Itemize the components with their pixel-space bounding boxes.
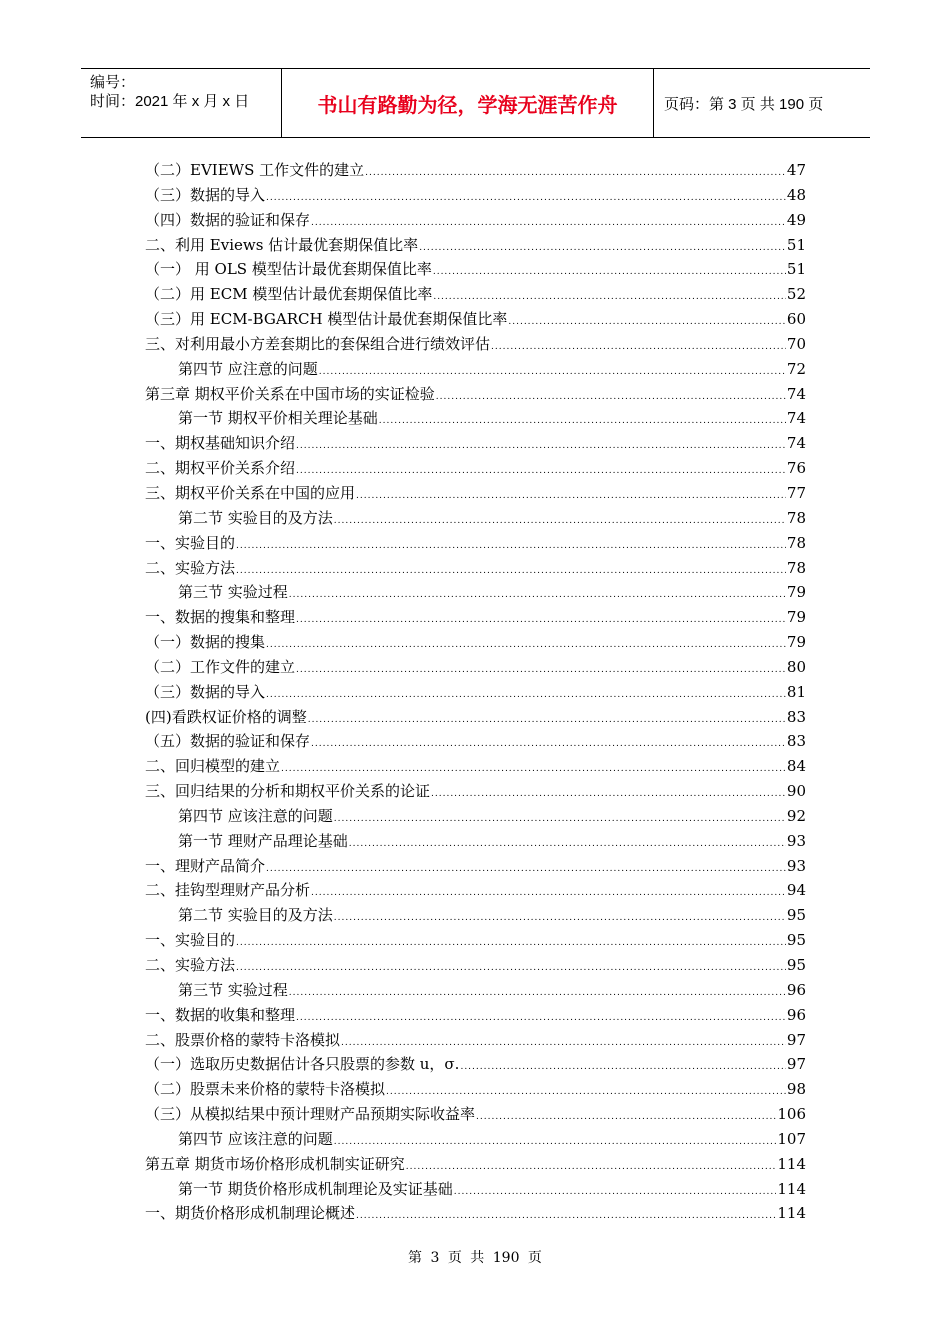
toc-leader-dots [379,409,786,434]
toc-entry-title: 第四节 应该注意的问题 [178,806,333,825]
toc-entry-title: （四）数据的验证和保存 [145,210,311,229]
toc-entry-page: 83 [786,707,806,726]
toc-entry[interactable] [145,158,806,183]
toc-entry-page: 70 [786,334,806,353]
toc-leader-dots [406,1155,777,1180]
toc-leader-dots [236,559,786,584]
toc-entry-title: 第三节 实验过程 [178,980,288,999]
toc-leader-dots [508,310,786,335]
toc-entry-title: （三）数据的导入 [145,185,266,204]
toc-leader-dots [266,186,786,211]
toc-entry-title: 二、实验方法 [145,956,236,974]
toc-entry-title: 一、理财产品简介 [145,856,266,875]
toc-entry[interactable] [145,754,806,779]
toc-entry[interactable] [145,655,806,680]
toc-entry[interactable] [145,406,806,431]
toc-leader-dots [266,857,786,882]
toc-leader-dots [419,236,786,261]
toc-leader-dots [266,683,786,708]
toc-entry[interactable] [145,928,806,953]
toc-entry-title: 第一节 理财产品理论基础 [178,831,348,850]
toc-entry-title: （五）数据的验证和保存 [145,732,311,751]
toc-entry-page: 92 [786,806,806,825]
toc-leader-dots [266,633,786,658]
toc-entry-title: （二）股票未来价格的蒙特卡洛模拟 [145,1080,386,1099]
toc-entry[interactable] [145,382,806,407]
toc-leader-dots [296,459,786,484]
toc-entry-title: （一） 用 OLS 模型估计最优套期保值比率 [145,260,432,279]
toc-entry-title: 二、股票价格的蒙特卡洛模拟 [145,1030,341,1049]
toc-entry-title: （二）工作文件的建立 [145,657,296,676]
toc-entry[interactable] [145,556,806,581]
code-label: 编号： [90,74,136,91]
toc-entry-title: 一、数据的收集和整理 [145,1005,296,1024]
toc-entry[interactable] [145,332,806,357]
toc-entry-page: 93 [786,831,806,850]
toc-entry[interactable] [145,531,806,556]
toc-entry[interactable] [145,233,806,258]
toc-entry-title: （二）用 ECM 模型估计最优套期保值比率 [145,285,433,304]
toc-entry-page: 74 [786,409,806,428]
toc-entry-page: 97 [786,1055,806,1074]
toc-entry-title: 一、期权基础知识介绍 [145,434,296,453]
toc-entry-page: 79 [786,633,806,652]
toc-leader-dots [308,708,786,733]
toc-entry[interactable] [145,357,806,382]
toc-entry[interactable] [145,1028,806,1053]
table-of-contents [145,158,806,1226]
toc-entry-title: 三、回归结果的分析和期权平价关系的论证 [145,782,431,801]
toc-leader-dots [349,832,786,857]
toc-entry-page: 84 [786,757,806,776]
toc-leader-dots [236,931,786,956]
toc-entry-page: 95 [786,906,806,925]
toc-entry[interactable] [145,779,806,804]
toc-entry[interactable] [145,307,806,332]
toc-leader-dots [236,956,786,981]
toc-leader-dots [289,981,786,1006]
toc-entry-page: 95 [786,931,806,950]
header-motto: 书山有路勤为径，学海无涯苦作舟 [282,69,654,137]
toc-entry-page: 60 [786,310,806,329]
page-header [81,68,870,138]
toc-entry[interactable] [145,729,806,754]
toc-entry-page: 98 [786,1080,806,1099]
toc-leader-dots [460,1055,785,1080]
toc-entry[interactable] [145,282,806,307]
toc-entry[interactable] [145,630,806,655]
toc-entry-page: 93 [786,856,806,875]
header-meta [81,69,282,137]
toc-entry-page: 74 [786,384,806,403]
toc-entry-page: 76 [786,459,806,478]
toc-entry-page: 79 [786,608,806,627]
toc-entry-page: 94 [786,881,806,900]
toc-entry-title: 第一节 期货价格形成机制理论及实证基础 [178,1179,453,1198]
toc-entry[interactable] [145,1177,806,1202]
header-page-info: 页码：第 3 页 共 190 页 [664,95,824,113]
toc-entry-title: 第四节 应注意的问题 [178,359,318,378]
toc-entry-title: 一、数据的搜集和整理 [145,608,296,627]
toc-entry[interactable] [145,680,806,705]
toc-entry-title: 第二节 实验目的及方法 [178,508,333,527]
toc-entry[interactable] [145,506,806,531]
toc-entry-title: 第二节 实验目的及方法 [178,906,333,925]
toc-entry-title: （一）选取历史数据估计各只股票的参数 u，σ. [145,1055,460,1074]
toc-entry-title: （三）用 ECM-BGARCH 模型估计最优套期保值比率 [145,310,508,329]
toc-leader-dots [334,509,786,534]
toc-entry-page: 107 [777,1129,806,1148]
toc-entry[interactable] [145,1201,806,1226]
toc-entry[interactable] [145,1003,806,1028]
toc-entry[interactable] [145,208,806,233]
toc-entry-title: 二、回归模型的建立 [145,757,281,776]
toc-entry-title: 二、期权平价关系介绍 [145,459,296,478]
toc-entry-page: 77 [786,483,806,502]
date-label: 时间：2021 年 x 月 x 日 [90,93,250,110]
toc-entry[interactable] [145,829,806,854]
toc-leader-dots [433,260,786,285]
page-footer: 第 3 页 共 190 页 [408,1250,542,1266]
toc-entry-page: 78 [786,533,806,552]
toc-entry-title: （二）EVIEWS 工作文件的建立 [145,161,365,179]
toc-entry[interactable] [145,1127,806,1152]
toc-entry-title: 三、期权平价关系在中国的应用 [145,483,356,502]
toc-leader-dots [296,658,786,683]
toc-entry-page: 114 [777,1204,806,1223]
toc-entry[interactable] [145,580,806,605]
toc-entry-title: 第五章 期货市场价格形成机制实证研究 [145,1154,405,1173]
toc-entry-page: 114 [777,1179,806,1198]
toc-entry-title: 第一节 期权平价相关理论基础 [178,409,378,428]
toc-leader-dots [431,782,786,807]
toc-entry[interactable] [145,1102,806,1127]
toc-entry[interactable] [145,605,806,630]
toc-leader-dots [356,1204,776,1229]
toc-leader-dots [491,335,786,360]
toc-leader-dots [311,732,786,757]
toc-entry-page: 49 [786,210,806,229]
toc-entry-title: 第四节 应该注意的问题 [178,1129,333,1148]
toc-entry-page: 51 [786,260,806,279]
toc-entry[interactable] [145,978,806,1003]
toc-leader-dots [334,906,786,931]
toc-entry-title: 二、利用 Eviews 估计最优套期保值比率 [145,235,419,254]
toc-entry[interactable] [145,481,806,506]
toc-entry-title: 一、期货价格形成机制理论概述 [145,1204,356,1223]
toc-entry-title: 二、实验方法 [145,558,236,577]
toc-leader-dots [289,583,786,608]
toc-entry[interactable] [145,953,806,978]
toc-entry-page: 114 [777,1154,806,1173]
toc-entry-page: 95 [786,956,806,974]
toc-leader-dots [334,807,786,832]
toc-entry-page: 96 [786,1005,806,1024]
toc-leader-dots [365,161,786,186]
toc-leader-dots [476,1105,776,1130]
toc-leader-dots [296,434,786,459]
toc-entry-title: （三）从模拟结果中预计理财产品预期实际收益率 [145,1105,476,1124]
toc-entry-page: 78 [786,508,806,527]
toc-entry-page: 48 [786,185,806,204]
toc-entry-page: 80 [786,657,806,676]
toc-entry-title: （一）数据的搜集 [145,633,266,652]
toc-leader-dots [436,385,786,410]
toc-leader-dots [296,608,786,633]
toc-entry[interactable] [145,705,806,730]
toc-entry-page: 83 [786,732,806,751]
toc-entry-title: 一、实验目的 [145,931,236,950]
toc-leader-dots [296,1006,786,1031]
toc-entry-page: 47 [786,161,806,179]
toc-entry-title: 三、对利用最小方差套期比的套保组合进行绩效评估 [145,334,491,353]
toc-entry-page: 106 [777,1105,806,1124]
toc-entry[interactable] [145,1077,806,1102]
toc-entry-title: (四)看跌权证价格的调整 [145,707,307,726]
toc-entry[interactable] [145,431,806,456]
toc-entry[interactable] [145,878,806,903]
toc-entry[interactable] [145,1152,806,1177]
toc-leader-dots [356,484,786,509]
toc-entry[interactable] [145,854,806,879]
toc-entry-title: 第三章 期权平价关系在中国市场的实证检验 [145,384,435,403]
toc-entry-page: 90 [786,782,806,801]
toc-entry-title: 二、挂钩型理财产品分析 [145,881,311,900]
toc-entry[interactable] [145,1052,806,1077]
toc-entry-page: 79 [786,583,806,602]
toc-entry-page: 96 [786,980,806,999]
toc-entry-title: 一、实验目的 [145,533,236,552]
toc-leader-dots [236,534,786,559]
toc-entry-title: （三）数据的导入 [145,682,266,701]
toc-entry[interactable] [145,903,806,928]
toc-entry-page: 74 [786,434,806,453]
toc-entry-page: 52 [786,285,806,304]
toc-entry-page: 51 [786,235,806,254]
toc-entry[interactable] [145,257,806,282]
toc-entry-page: 97 [786,1030,806,1049]
toc-entry[interactable] [145,456,806,481]
toc-entry-page: 81 [786,682,806,701]
toc-leader-dots [311,881,786,906]
toc-leader-dots [454,1180,777,1205]
toc-entry[interactable] [145,183,806,208]
toc-entry-page: 78 [786,558,806,577]
toc-entry-title: 第三节 实验过程 [178,583,288,602]
toc-entry-page: 72 [786,359,806,378]
toc-entry[interactable] [145,804,806,829]
